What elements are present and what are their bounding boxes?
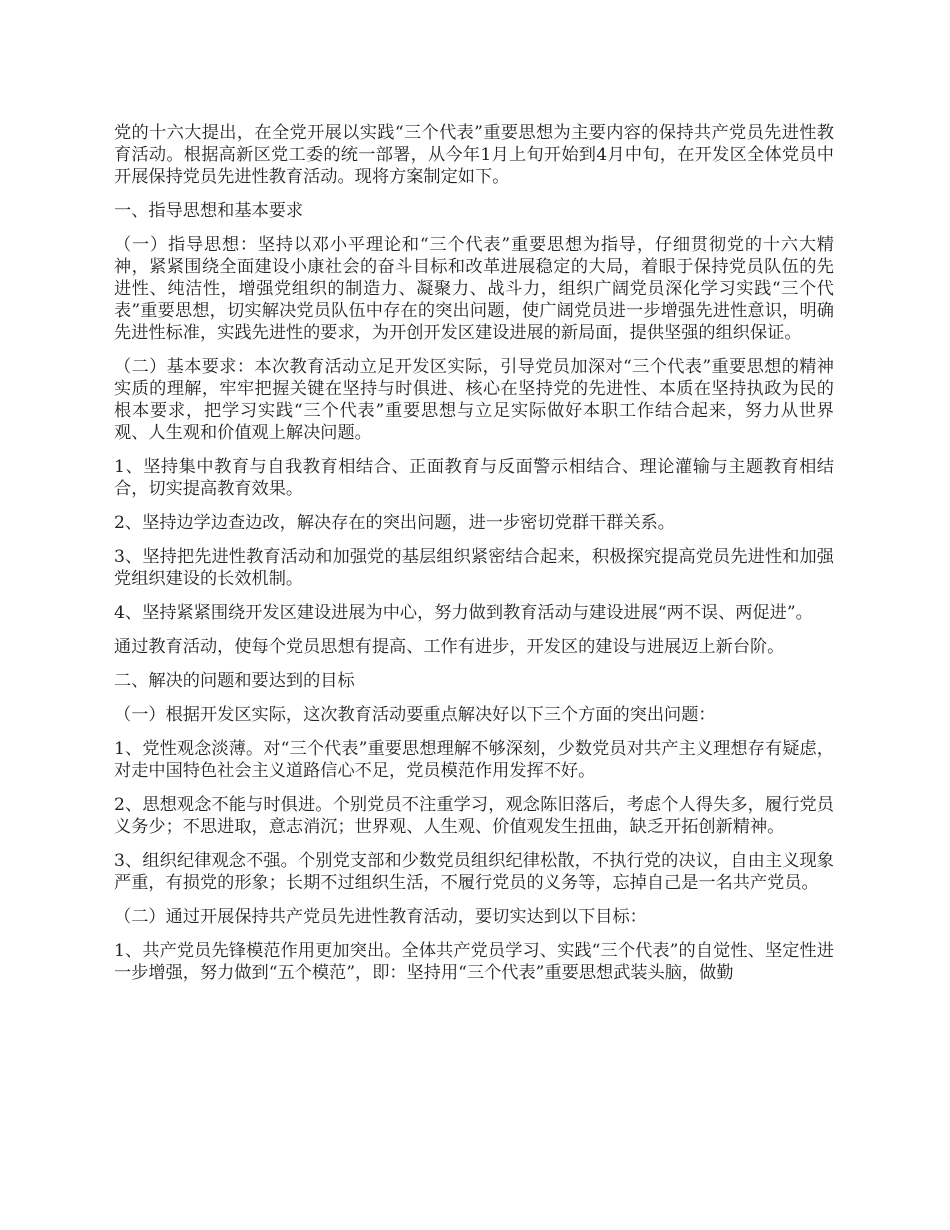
education-goal-paragraph: 通过教育活动，使每个党员思想有提高、工作有进步，开发区的建设与进展迈上新台阶。 bbox=[114, 637, 785, 657]
requirement-item-2: 2、坚持边学边查边改，解决存在的突出问题，进一步密切党群干群关系。 bbox=[114, 513, 675, 533]
intro-paragraph: 党的十六大提出，在全党开展以实践“三个代表”重要思想为主要内容的保持共产党员先进性教育活动。根据高新区党工委的统一部署，从今年1月上旬开始到4月中旬，在开发区全体党员中开展保持党员先进性教育活动。现将方案制定如下。 bbox=[114, 123, 834, 187]
requirement-item-4: 4、坚持紧紧围绕开发区建设进展为中心，努力做到教育活动与建设进展“两不误、两促进”。 bbox=[114, 603, 813, 623]
goal-item-1: 1、共产党员先锋模范作用更加突出。全体共产党员学习、实践“三个代表”的自觉性、坚定性进一步增强，努力做到“五个模范”，即：坚持用“三个代表”重要思想武装头脑，做勤 bbox=[114, 941, 834, 983]
section-heading-guiding-principles: 一、指导思想和基本要求 bbox=[114, 201, 304, 221]
requirement-item-1: 1、坚持集中教育与自我教育相结合、正面教育与反面警示相结合、理论灌输与主题教育相结合，切实提高教育效果。 bbox=[114, 457, 834, 499]
section-heading-problems-goals: 二、解决的问题和要达到的目标 bbox=[114, 671, 355, 691]
problem-item-2: 2、思想观念不能与时俱进。个别党员不注重学习，观念陈旧落后，考虑个人得失多，履行党员义务少；不思进取，意志消沉；世界观、人生观、价值观发生扭曲，缺乏开拓创新精神。 bbox=[114, 795, 834, 837]
problems-intro-paragraph: （一）根据开发区实际，这次教育活动要重点解决好以下三个方面的突出问题： bbox=[114, 705, 716, 725]
guiding-ideology-paragraph: （一）指导思想：坚持以邓小平理论和“三个代表”重要思想为指导，仔细贯彻党的十六大精神，紧紧围绕全面建设小康社会的奋斗目标和改革进展稳定的大局，着眼于保持党员队伍的先进性、纯洁性，增强党组织的制造力、凝聚力、战斗力，组织广阔党员深化学习实践“三个代表”重要思想，切实解决党员队伍中存在的突出问题，使广阔党员进一步增强先进性意识，明确先进性标准，实践先进性的要求，为开创开发区建设进展的新局面，提供坚强的组织保证。 bbox=[114, 235, 834, 343]
basic-requirements-paragraph: （二）基本要求：本次教育活动立足开发区实际，引导党员加深对“三个代表”重要思想的精神实质的理解，牢牢把握关键在坚持与时俱进、核心在坚持党的先进性、本质在坚持执政为民的根本要求，把学习实践“三个代表”重要思想与立足实际做好本职工作结合起来，努力从世界观、人生观和价值观上解决问题。 bbox=[114, 357, 834, 443]
problem-item-1: 1、党性观念淡薄。对“三个代表”重要思想理解不够深刻，少数党员对共产主义理想存有疑虑，对走中国特色社会主义道路信心不足，党员模范作用发挥不好。 bbox=[114, 739, 834, 781]
requirement-item-3: 3、坚持把先进性教育活动和加强党的基层组织紧密结合起来，积极探究提高党员先进性和加强党组织建设的长效机制。 bbox=[114, 547, 834, 589]
document-body bbox=[114, 122, 834, 996]
goals-intro-paragraph: （二）通过开展保持共产党员先进性教育活动，要切实达到以下目标： bbox=[114, 907, 647, 927]
problem-item-3: 3、组织纪律观念不强。个别党支部和少数党员组织纪律松散，不执行党的决议，自由主义现象严重，有损党的形象；长期不过组织生活，不履行党员的义务等，忘掉自己是一名共产党员。 bbox=[114, 851, 834, 893]
